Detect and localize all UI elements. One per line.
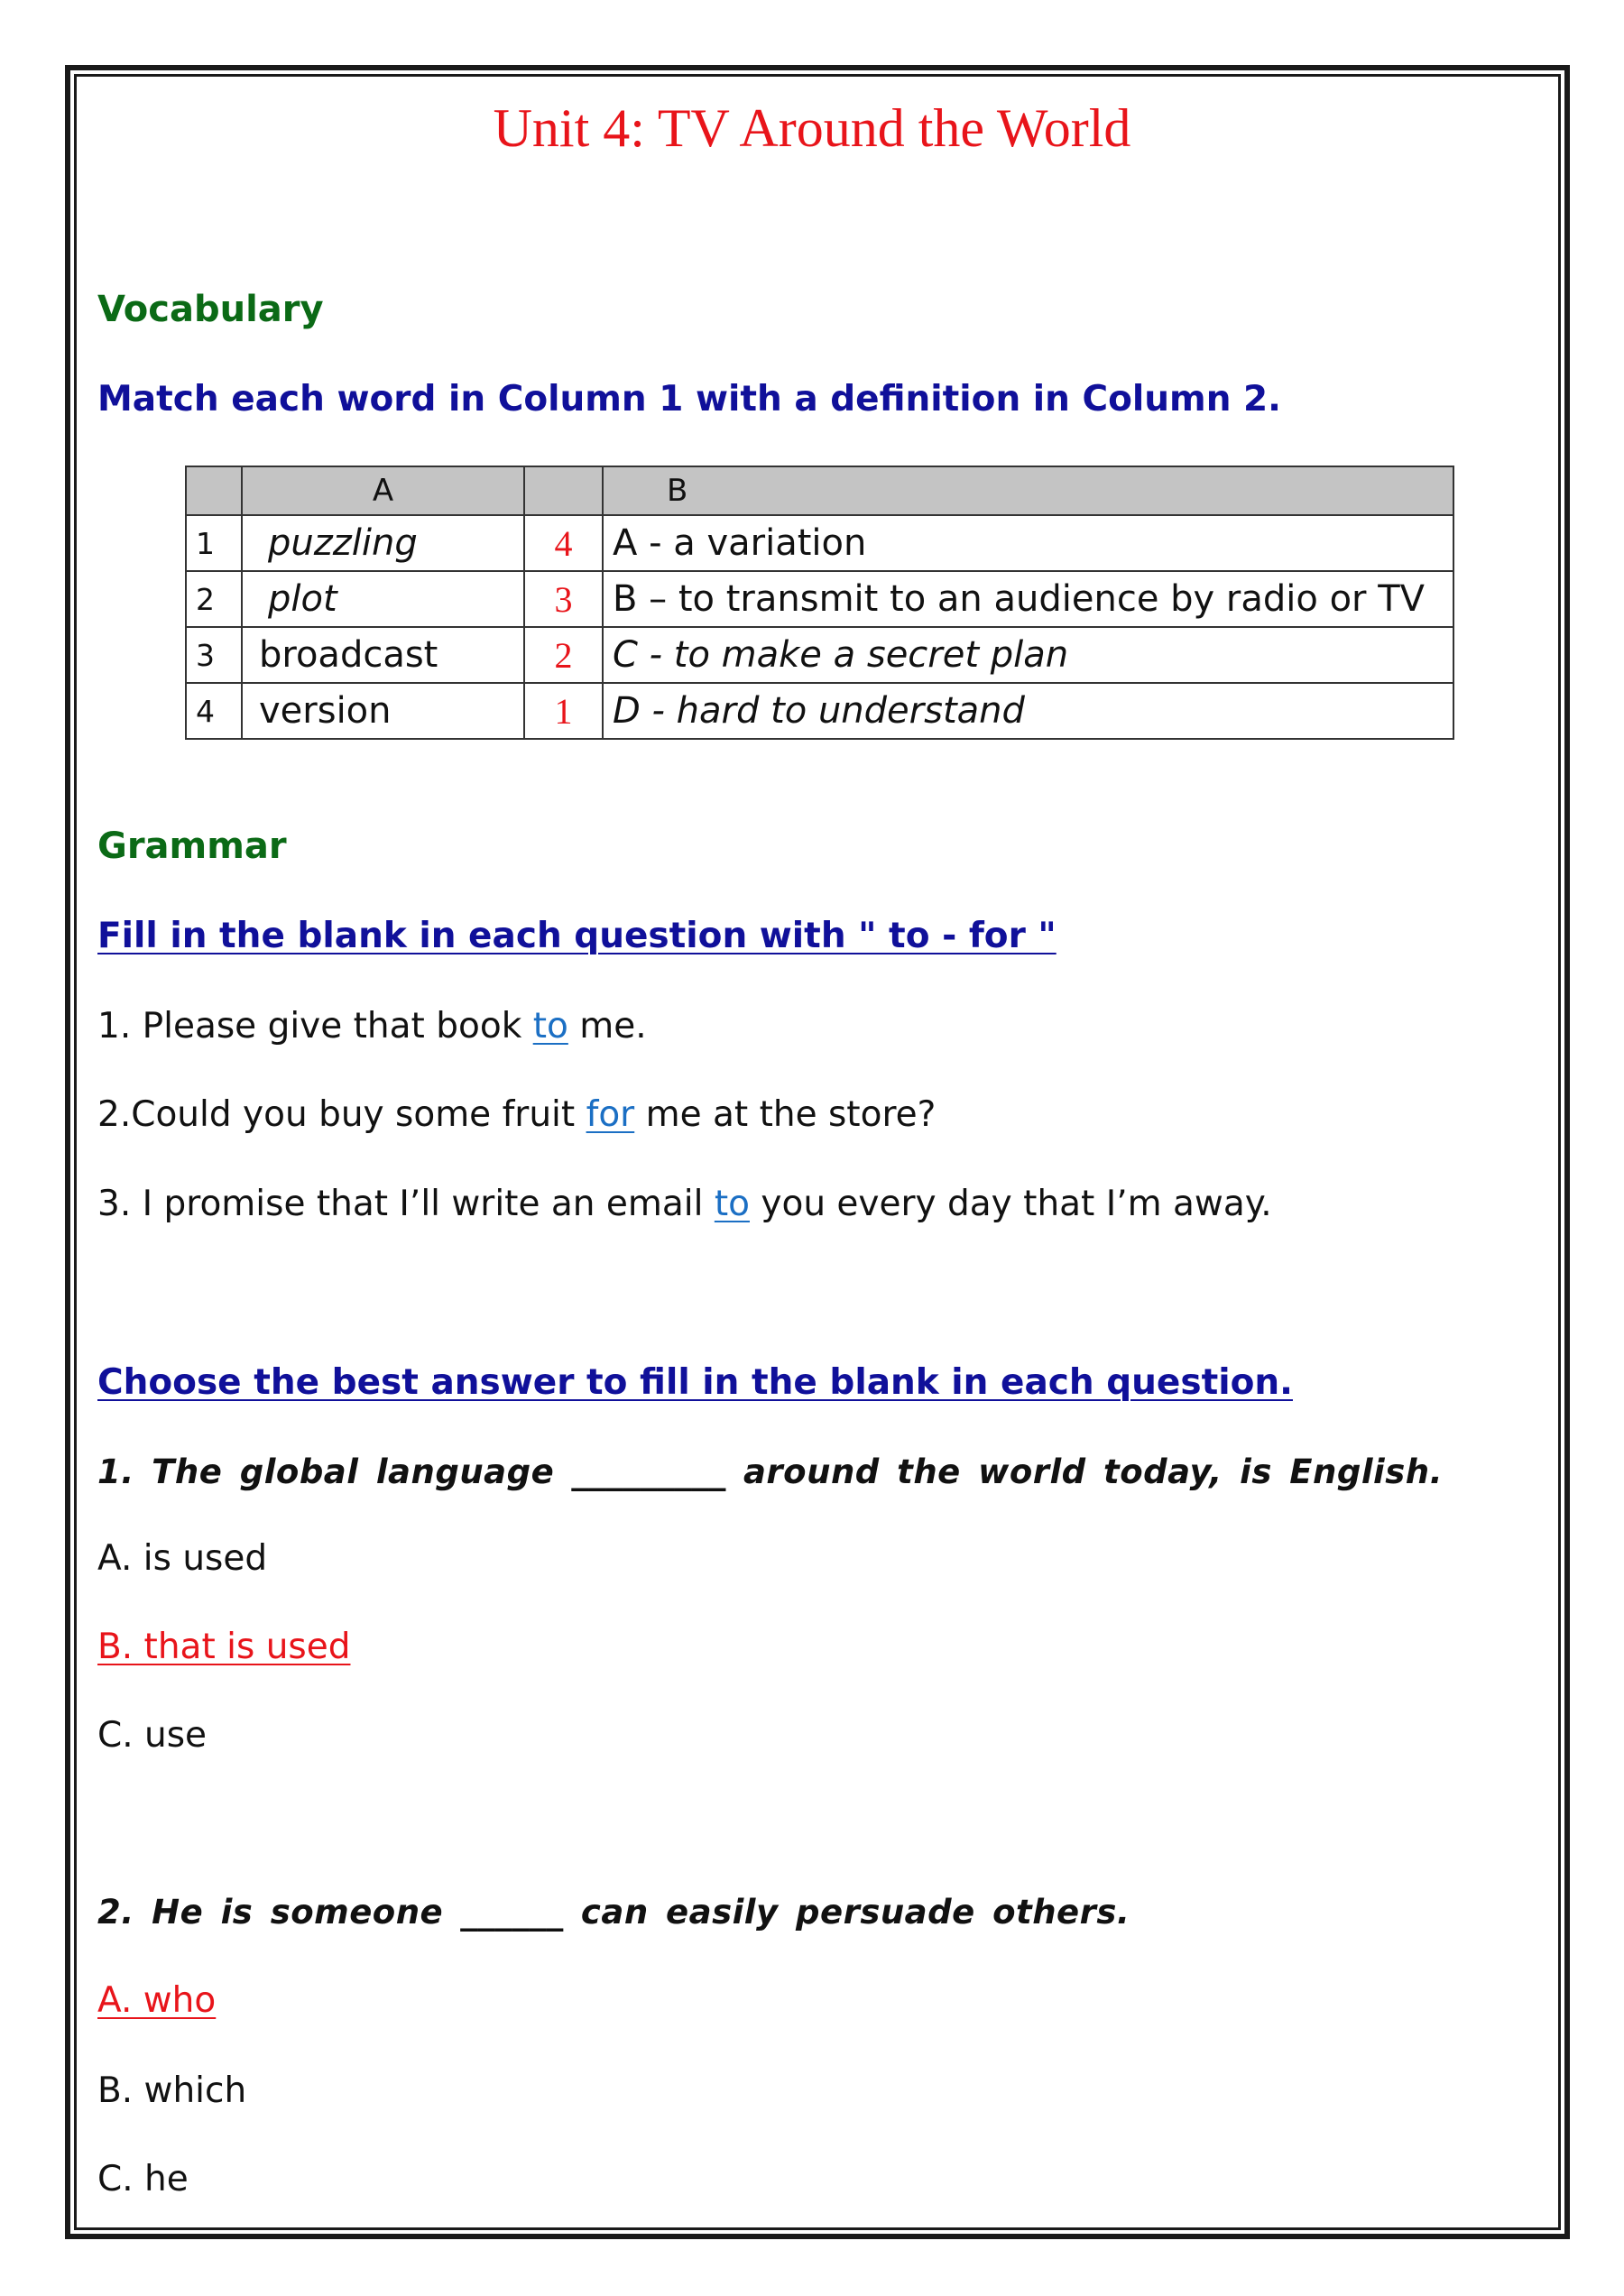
vocab-definition: A - a variation xyxy=(603,515,1453,571)
page-title: Unit 4: TV Around the World xyxy=(493,98,1131,158)
answer-option: C. he xyxy=(97,2159,189,2199)
table-header-row xyxy=(186,466,1453,515)
vocab-word: broadcast xyxy=(242,627,524,683)
fill-text-before: 1. Please give that book xyxy=(97,1006,533,1047)
row-number: 4 xyxy=(186,683,242,739)
table-header-cell: B xyxy=(603,466,1453,515)
fill-item xyxy=(97,1094,936,1135)
table-row xyxy=(186,571,1453,627)
answer-option: B. which xyxy=(97,2070,247,2111)
vocab-definition: B – to transmit to an audience by radio or TV xyxy=(603,571,1453,627)
vocab-word: version xyxy=(242,683,524,739)
vocab-definition: C - to make a secret plan xyxy=(603,627,1453,683)
table-header-cell xyxy=(524,466,603,515)
table-row xyxy=(186,627,1453,683)
fill-instruction: Fill in the blank in each question with " to - for " xyxy=(97,916,1057,956)
fill-text-after: me at the store? xyxy=(634,1094,937,1135)
question-text: 2. He is someone ______ can easily persuade others. xyxy=(97,1893,1130,1932)
match-answer: 2 xyxy=(524,627,603,683)
fill-text-after: me. xyxy=(567,1006,647,1047)
table-header-cell xyxy=(186,466,242,515)
answer-option-row xyxy=(97,1627,350,1667)
match-answer: 3 xyxy=(524,571,603,627)
table-header-cell: A xyxy=(242,466,524,515)
fill-text-before: 2.Could you buy some fruit xyxy=(97,1094,586,1135)
fill-answer: for xyxy=(586,1094,635,1135)
answer-option-row xyxy=(97,1980,216,2021)
row-number: 1 xyxy=(186,515,242,571)
grammar-heading: Grammar xyxy=(97,825,287,867)
vocab-word: puzzling xyxy=(242,515,524,571)
fill-text-before: 3. I promise that I’ll write an email xyxy=(97,1184,715,1224)
table-row xyxy=(186,683,1453,739)
vocab-word: plot xyxy=(242,571,524,627)
correct-answer-option: A. who xyxy=(97,1980,217,2021)
correct-answer-option: B. that is used xyxy=(97,1627,351,1667)
answer-option: C. use xyxy=(97,1715,208,1756)
vocab-definition: D - hard to understand xyxy=(603,683,1453,739)
table-row xyxy=(186,515,1453,571)
row-number: 2 xyxy=(186,571,242,627)
fill-item xyxy=(97,1006,647,1047)
match-answer: 4 xyxy=(524,515,603,571)
vocabulary-table xyxy=(185,466,1454,740)
row-number: 3 xyxy=(186,627,242,683)
vocabulary-heading: Vocabulary xyxy=(97,289,324,330)
question-text: 1. The global language _________ around the world today, is English. xyxy=(97,1452,1444,1491)
fill-text-after: you every day that I’m away. xyxy=(749,1184,1272,1224)
vocabulary-instruction: Match each word in Column 1 with a definition in Column 2. xyxy=(97,379,1281,420)
match-answer: 1 xyxy=(524,683,603,739)
fill-answer: to xyxy=(714,1184,750,1224)
answer-option: A. is used xyxy=(97,1538,268,1579)
choose-instruction: Choose the best answer to fill in the blank in each question. xyxy=(97,1362,1293,1403)
fill-answer: to xyxy=(532,1006,568,1047)
fill-item xyxy=(97,1184,1272,1224)
